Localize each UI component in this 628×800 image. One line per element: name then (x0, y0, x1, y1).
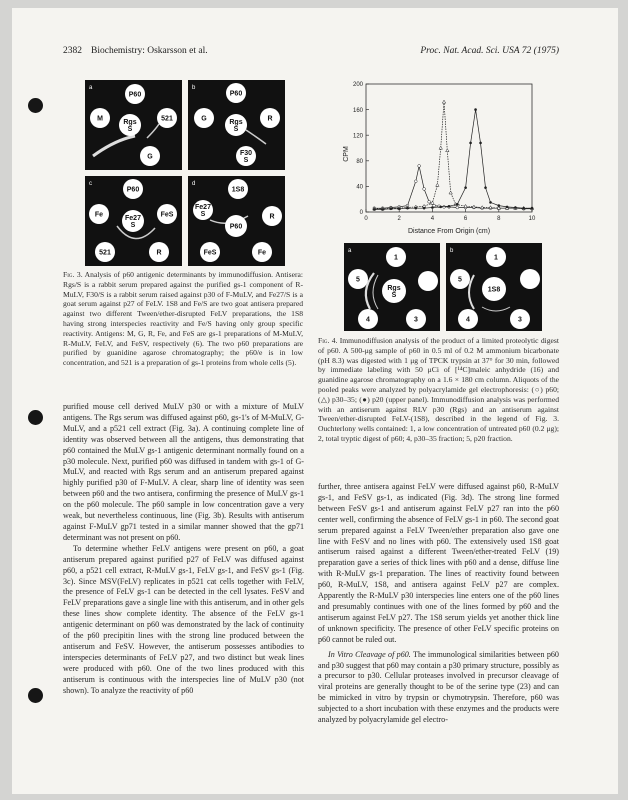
figure-3-caption-text: Analysis of p60 antigenic determinants by immunodiffusion. Antisera: Rgs/S is a rabbit serum prepared against the purified gs-1 component of R-MuLV, F30/S is a rabbit serum raised against p30 of F-MuLV, and Fe27/S is a goat serum against p27 of FeLV. 1S8 and Fe/S are two goat antisera prepared against two different Tween/ether-disrupted FeLV preparations, the 1S8 having strong interspecies reactivity and Fe/S having only group specific reactivity. Antigens: M, G, R, Fe, and FeS are gs-1 preparations of M-MuLV, R-MuLV, FeLV, and FeSV, respectively (6). The two p60 preparations are purified by guanidine agarose chromatography; the p60/e is in low concentration, and 521 is a preparation of gs-1 proteins from whole cells (5). (63, 270, 303, 368)
x-tick-label-2: 2 (397, 216, 401, 222)
svg-text:Fe: Fe (94, 211, 104, 219)
fig4-panel-b-letter: b (450, 248, 454, 254)
x-tick-label-4: 4 (430, 216, 435, 222)
svg-text:P60: P60 (126, 186, 140, 194)
svg-text:3: 3 (518, 316, 522, 324)
x-tick-label-0: 0 (364, 216, 368, 222)
fig3-b-well-2 (194, 108, 214, 128)
fig3-d-well-1 (228, 179, 248, 199)
binder-hole-bottom (28, 688, 43, 703)
page-number: 2382 (63, 46, 82, 56)
point-p60-8 (428, 200, 431, 203)
fig4-a-well-5 (348, 269, 368, 289)
svg-text:Fe: Fe (257, 249, 267, 257)
svg-text:1: 1 (494, 254, 498, 262)
point-p20-4 (406, 207, 409, 210)
fig3-d-well-2 (193, 200, 213, 220)
fig4-b-well-5 (450, 269, 470, 289)
point-p60-5 (414, 180, 417, 183)
svg-text:P60: P60 (229, 90, 243, 98)
y-tick-label-80: 80 (356, 159, 363, 165)
fig3-d-well-center (225, 215, 247, 237)
point-p30-35-10 (442, 100, 445, 103)
svg-text:4: 4 (366, 316, 370, 324)
svg-text:R: R (267, 115, 273, 123)
svg-text:1S8: 1S8 (231, 186, 245, 194)
fig4-a-well-2 (418, 271, 438, 291)
point-p60-7 (423, 188, 426, 191)
svg-text:F30S: F30 S (239, 150, 253, 164)
fig4-b-well-1 (486, 247, 506, 267)
point-p20-0 (373, 208, 376, 211)
x-tick-label-8: 8 (497, 216, 501, 222)
fig3-d-well-4 (200, 242, 220, 262)
fig3-b-well-center (225, 114, 247, 136)
svg-text:1S8: 1S8 (487, 286, 501, 294)
y-tick-label-200: 200 (352, 82, 363, 89)
fig4-a-well-center (382, 279, 406, 303)
fig3-a-well-2 (90, 108, 110, 128)
svg-text:FeS: FeS (160, 211, 174, 219)
point-p20-5 (415, 207, 418, 210)
fig4-panel-a (344, 243, 440, 331)
chart-plot-frame (366, 84, 532, 212)
fig4-b-well-2 (520, 269, 540, 289)
point-p20-16 (489, 201, 492, 204)
point-p30-35-7 (431, 201, 434, 204)
svg-text:M: M (97, 115, 103, 123)
fig3-c-well-center (122, 210, 144, 232)
point-p20-6 (423, 207, 426, 210)
fig3-c-well-4 (95, 242, 115, 262)
figure-4-caption (318, 336, 559, 444)
fig4-a-well-3 (406, 309, 426, 329)
svg-text:P60: P60 (128, 91, 142, 99)
in-vitro-text: The immunological similarities between p60 and p30 suggest that p60 may contain a p30 primary structure, possibly as a precursor to p30. Cellular proteases involved in precursor cleavage of viral proteins are generally thought to be of the serine type (23) and can be mimicked in vitro by trypsin or chymotrypsin. Therefore, p60 was subjected to a short incubation with these enzymes and the products were analyzed by polyacrylamide gel electro- (318, 649, 559, 725)
figure-4-caption-text: Immunodiffusion analysis of the product of a limited proteolytic digest of p60. A 500-μg sample of p60 in 0.5 ml of 0.2 M ammonium bicarbonate (pH 8.3) was digested with 1 μg of TPCK trypsin at 37° for 30 min, followed by immediate labeling with 50 μCi of [¹⁴C]maleic anhydride (16) and guanidine agarose chromatography on a 1.6 × 180 cm column. Aliquots of the pooled peaks were analyzed by polyacrylamide gel electrophoresis: (○) p60; (△) p30–35; (●) p20 (upper panel). Immunodiffusion analysis was performed with an antiserum against RLV p30 (Rgs) and an antiserum against Tween/ether-disrupted FeLV-(1S8), described in the legend of Fig. 3. Ouchterlony wells contained: 1, a low concentration of untreated p60 (0.2 μg); 2, total tryptic digest of p60; 4, p30–35 fraction; 5, p20 fraction. (318, 336, 559, 443)
point-p30-35-12 (449, 191, 452, 194)
point-p20-11 (464, 186, 467, 189)
series-line-p60 (374, 166, 532, 209)
point-p20-19 (514, 206, 517, 209)
fig3-d-well-3 (262, 206, 282, 226)
y-tick-label-40: 40 (356, 184, 363, 191)
fig4-b-well-3 (510, 309, 530, 329)
svg-text:RgsS: Rgs S (387, 285, 401, 299)
point-p20-7 (431, 206, 434, 209)
fig3-c-well-2 (89, 204, 109, 224)
svg-text:5: 5 (356, 276, 360, 284)
svg-text:Fe27S: Fe27 S (195, 204, 211, 218)
figure-4-caption-label: Fig. 4. (318, 336, 338, 345)
series-line-p20 (374, 110, 532, 210)
right-column-body (318, 482, 559, 726)
svg-text:521: 521 (99, 249, 111, 257)
svg-text:G: G (201, 115, 207, 123)
point-p20-17 (498, 204, 501, 207)
fig3-panel-a-letter: a (89, 85, 93, 91)
fig4-panel-b (446, 243, 542, 331)
series-line-p30-35 (374, 102, 532, 209)
fig3-panel-b-letter: b (192, 85, 196, 91)
right-paragraph-1: further, three antisera against FeLV were diffused against p60, R-MuLV gs-1, and FeSV gs-1, as indicated (Fig. 3d). The strong line formed between FeSV gs-1 and antiserum against FeLV p27 ran into the p60 center well, confirming the absence of FeLV gs-1 in p60. The second goat serum prepared against a FeLV Tween/ether preparation also gave one line with FeSV and no lines with p60. The extensively used 1S8 goat antiserum raised against a different Tween/ether-treated FeLV (19) preparation gave a series of thick lines with p60 and a dense, diffuse line with R-MuLV gs-1 preparation. The lines of reactivity found between p60, R-MuLV, 1S8, and antisera against FeLV p27 are complex. Apparently the R-MuLV p30 interspecies line enters one of the p60 lines and presumably continues with one of the lines formed by p60 and the antiserum against FeLV p27. The 1S8 serum yields yet another thick line of unknown specificity. The presence of other FeLV specific proteins on p60 cannot be ruled out. (318, 482, 559, 644)
point-p20-8 (439, 206, 442, 209)
svg-text:3: 3 (414, 316, 418, 324)
fig3-panel-c-letter: c (89, 181, 92, 187)
point-p60-6 (418, 165, 421, 168)
y-tick-label-160: 160 (352, 107, 363, 114)
point-p20-12 (469, 142, 472, 145)
svg-text:521: 521 (161, 115, 173, 123)
fig3-c-well-1 (123, 179, 143, 199)
svg-text:RgsS: Rgs S (123, 119, 137, 133)
binder-hole-top (28, 98, 43, 113)
fig4-b-well-4 (458, 309, 478, 329)
fig3-c-well-5 (149, 242, 169, 262)
fig3-d-well-5 (252, 242, 272, 262)
fig3-panel-b (188, 80, 285, 170)
svg-text:5: 5 (458, 276, 462, 284)
fig3-a-well-4 (140, 146, 160, 166)
fig4-b-well-center (482, 277, 506, 301)
chart-xlabel: Distance From Origin (cm) (407, 228, 491, 235)
point-p30-35-8 (436, 183, 439, 186)
left-paragraph-2: To determine whether FeLV antigens were present on p60, a goat antiserum prepared against purified p27 of FeLV was diffused against p60, a p521 cell extract, R-MuLV gs-1, FeLV gs-1, and FeSV gs-1 (Fig. 3c). Since MSV(FeLV) replicates in p521 cat cells together with FeLV, the presence of FeLV gs-1 can be detected in the cell lysates. FeSV and FeLV preparations gave a single line with this antiserum, and in other gels these lines show complete identity. The absence of the FeLV gs-1 antigenic determinant on p60 was demonstrated by the lack of continuity of the p60 precipitin lines with the strong line produced between the antiserum and FeSV. However, the antiserum possesses antibodies to interspecies determinants of FeLV p27, and two distinct but weak lines were produced with p60. One of the two lines produced with this antiserum is continuous with the interspecies line of MuLV p30 (not shown). To analyze the reactivity of p60 (63, 543, 304, 695)
binder-hole-middle (28, 410, 43, 425)
chart-ylabel: CPM (343, 146, 350, 162)
svg-text:RgsS: Rgs S (229, 119, 243, 133)
in-vitro-heading: In Vitro Cleavage of p60. (328, 649, 411, 659)
svg-text:R: R (156, 249, 162, 257)
x-tick-label-10: 10 (528, 216, 536, 222)
figure-3-caption (63, 270, 303, 368)
fig3-panel-c (85, 176, 182, 266)
figure-3-plates (85, 80, 285, 265)
fig3-panel-d-letter: d (192, 181, 196, 187)
svg-text:FeS: FeS (203, 249, 217, 257)
fig3-b-well-4 (236, 146, 256, 166)
y-tick-label-120: 120 (352, 133, 363, 140)
section-title: Biochemistry: Oskarsson et al. (91, 46, 208, 56)
point-p20-2 (390, 208, 393, 211)
fig3-a-well-1 (125, 84, 145, 104)
fig3-a-well-center (119, 114, 141, 136)
point-p20-14 (479, 142, 482, 145)
svg-text:1: 1 (394, 254, 398, 262)
point-p60-13 (456, 206, 459, 209)
point-p20-20 (522, 207, 525, 210)
svg-text:4: 4 (466, 316, 470, 324)
point-p20-9 (448, 205, 451, 208)
point-p20-15 (484, 186, 487, 189)
fig3-panel-d (188, 176, 285, 266)
in-vitro-paragraph (318, 650, 559, 726)
fig4-a-well-1 (386, 247, 406, 267)
point-p20-10 (456, 203, 459, 206)
svg-text:R: R (269, 213, 275, 221)
point-p20-21 (531, 207, 534, 210)
y-tick-label-0: 0 (359, 210, 363, 217)
point-p20-18 (506, 206, 509, 209)
svg-text:P60: P60 (229, 223, 243, 231)
fig4-a-well-4 (358, 309, 378, 329)
svg-text:G: G (147, 153, 153, 161)
fig3-panel-a (85, 80, 182, 170)
point-p30-35-9 (439, 146, 442, 149)
fig3-a-well-3 (157, 108, 177, 128)
left-paragraph-1: purified mouse cell derived MuLV p30 or with a mixture of MuLV antigens. The Rgs serum was diffused against p60, gs-1's of M-MuLV, G-MuLV, and a p521 cell extract (Fig. 3a). A continuing complete line of identity was observed between all the antigens, thus demonstrating that p60 contained the MuLV gs-1 antigenic determinant normally found on a p30 molecule. Next, purified p60 was diffused in tandem with gs-1 of G-MuLV, and reacted with Rgs serum and an antiserum prepared against highly purified p30 of F-MuLV. A clear, sharp line of identity was seen between p60 and the two antisera, confirming the presence of MuLV gs-1 on the p60 molecule. The p60 sample in low concentration gave a very weak, but nevertheless continuous, line (Fig. 3b). Results with antiserum against F-MuLV gp71 tested in a similar manner showed that the gp71 determinant was not present on p60. (63, 402, 304, 542)
fig3-c-well-3 (157, 204, 177, 224)
fig4-panel-a-letter: a (348, 248, 352, 254)
journal-reference: Proc. Nat. Acad. Sci. USA 72 (1975) (420, 46, 559, 56)
left-column-body (63, 402, 304, 696)
fig3-b-well-1 (226, 83, 246, 103)
figure-4-chart (336, 78, 542, 238)
fig3-b-well-3 (260, 108, 280, 128)
x-tick-label-6: 6 (463, 216, 468, 222)
point-p20-1 (381, 208, 384, 211)
point-p20-13 (474, 108, 477, 111)
point-p30-35-11 (446, 149, 449, 152)
svg-text:Fe27S: Fe27 S (125, 215, 141, 229)
figure-3-caption-label: Fig. 3. (63, 270, 83, 279)
point-p20-3 (398, 208, 401, 211)
